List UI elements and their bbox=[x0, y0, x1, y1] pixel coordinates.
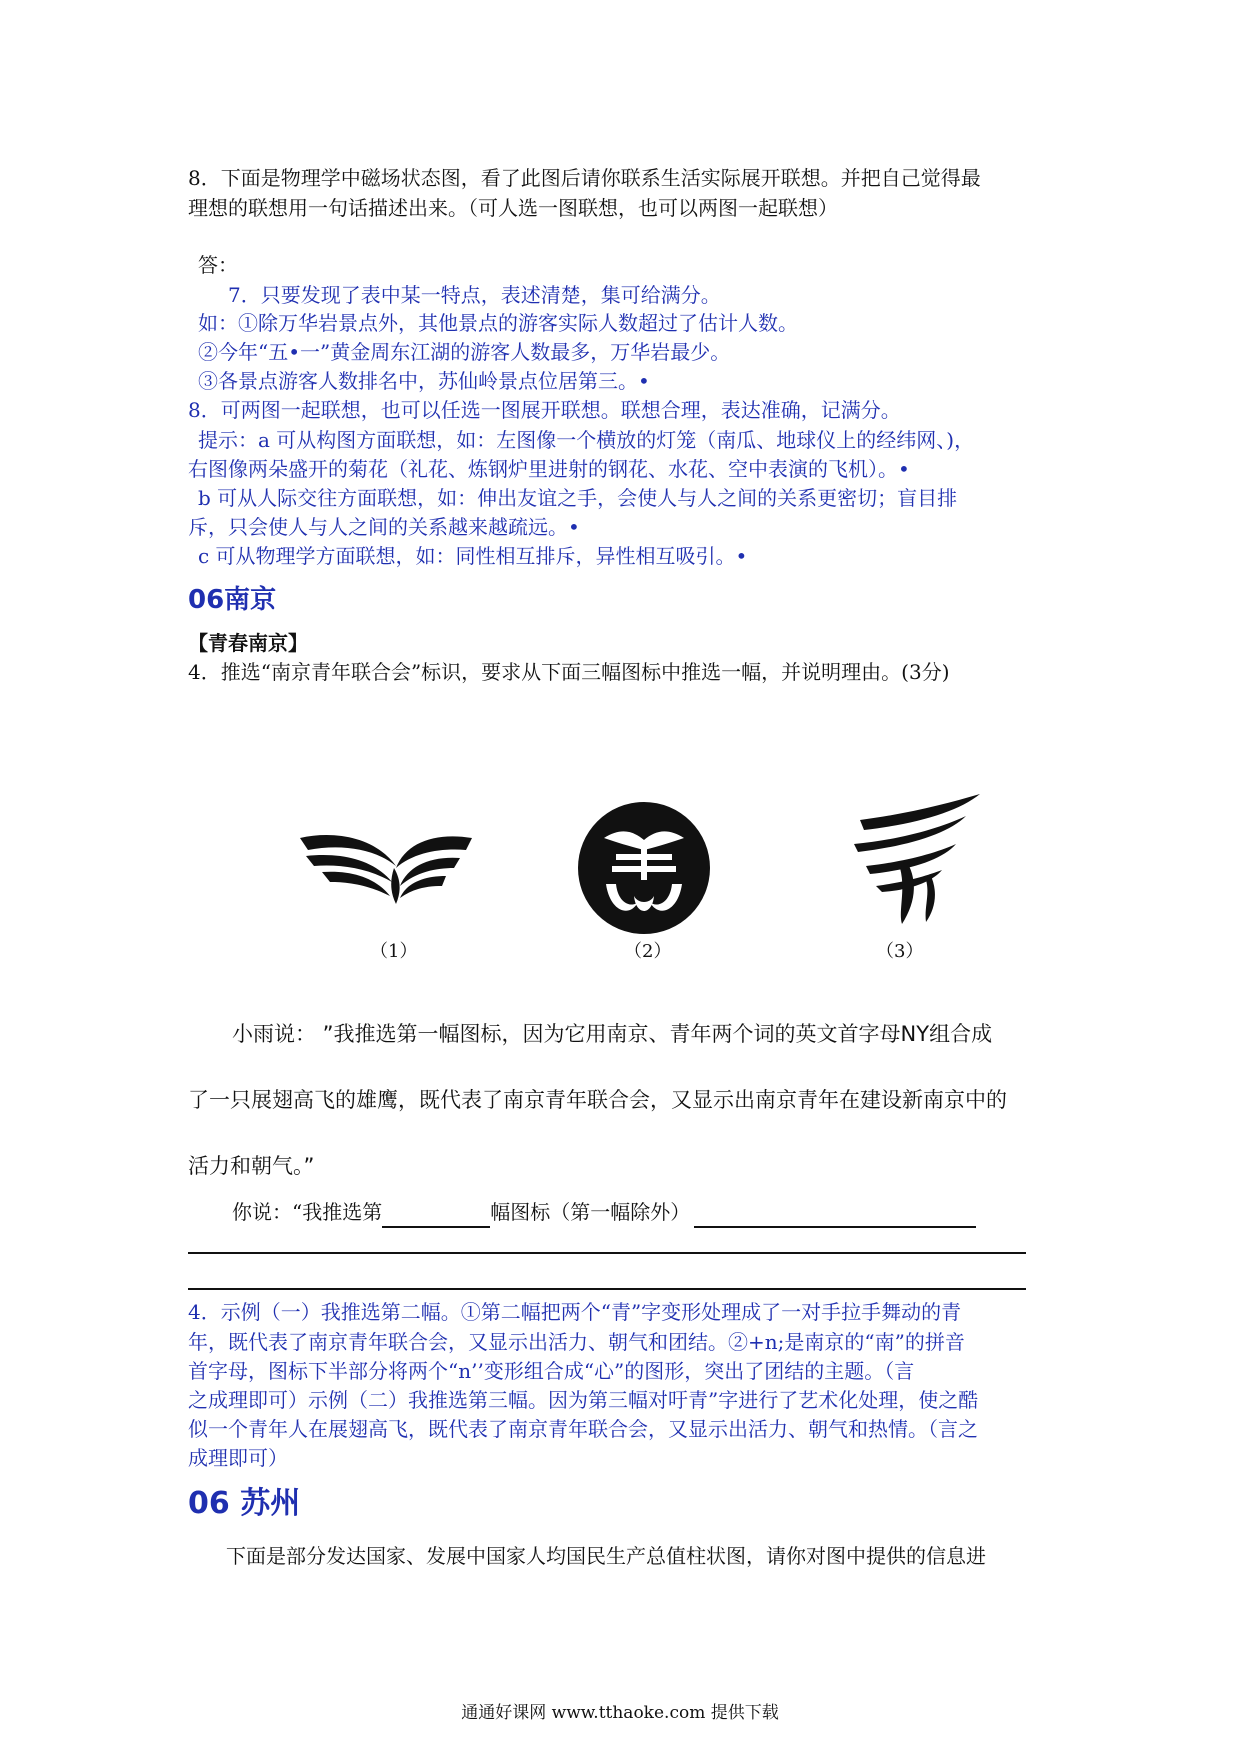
q8-line-2: 理想的联想用一句话描述出来。（可人选一图联想，也可以两图一起联想） bbox=[188, 196, 838, 220]
answer-8-line-4: b 可从人际交往方面联想，如：伸出友谊之手，会使人与人之间的关系更密切；盲目排 bbox=[198, 486, 958, 510]
answer-7-line-3: ②今年“五•一”黄金周东江湖的游客人数最多，万华岩最少。 bbox=[198, 340, 731, 364]
answer-4-line-1: 4．示例（一）我推选第二幅。①第二幅把两个“青”字变形处理成了一对手拉手舞动的青 bbox=[188, 1300, 962, 1324]
page-footer: 通通好课网 www.tthaoke.com 提供下载 bbox=[461, 1703, 779, 1723]
answer-7-line-1: 7．只要发现了表中某一特点，表述清楚，集可给满分。 bbox=[228, 283, 721, 307]
you-say-suffix: 幅图标（第一幅除外） bbox=[490, 1200, 691, 1224]
subheading-qingchun-nanjing: 【青春南京】 bbox=[188, 631, 308, 655]
logo-caption-3: （3） bbox=[876, 941, 924, 962]
you-say-prefix: 你说：“我推选第 bbox=[232, 1200, 383, 1224]
answer-4-line-3: 首字母，图标下半部分将两个“n’’变形组合成“心”的图形，突出了团结的主题。（言 bbox=[188, 1359, 915, 1383]
answer-8-line-6: c 可从物理学方面联想，如：同性相互排斥，异性相互吸引。• bbox=[198, 544, 748, 568]
logo-caption-2: （2） bbox=[624, 941, 672, 962]
eagle-logo-icon bbox=[296, 808, 476, 908]
answer-8-line-3: 右图像两朵盛开的菊花（礼花、炼钢炉里进射的钢花、水花、空中表演的飞机）。• bbox=[188, 457, 910, 481]
you-say-line bbox=[232, 1196, 1112, 1228]
answer-rule-1[interactable] bbox=[188, 1252, 1026, 1254]
circle-emblem-logo-icon bbox=[576, 800, 712, 936]
reason-blank[interactable] bbox=[694, 1204, 976, 1228]
answer-rule-2[interactable] bbox=[188, 1288, 1026, 1290]
q4-prompt: 4．推选“南京青年联合会”标识，要求从下面三幅图标中推选一幅，并说明理由。(3分) bbox=[188, 660, 950, 684]
answer-8-line-5: 斥，只会使人与人之间的关系越来越疏远。• bbox=[188, 515, 580, 539]
answer-4-line-4: 之成理即可）示例（二）我推选第三幅。因为第三幅对吁青”字进行了艺术化处理，使之酷 bbox=[188, 1388, 979, 1412]
xiaoyu-statement-line-2: 了一只展翅高飞的雄鹰，既代表了南京青年联合会，又显示出南京青年在建设新南京中的 bbox=[188, 1088, 1007, 1112]
xiaoyu-statement-line-1: 小雨说： ”我推选第一幅图标，因为它用南京、青年两个词的英文首字母NY组合成 bbox=[232, 1022, 993, 1046]
answer-4-line-5: 似一个青年人在展翅高飞，既代表了南京青年联合会，又显示出活力、朝气和热情。（言之 bbox=[188, 1417, 978, 1441]
answer-4-line-2: 年，既代表了南京青年联合会，又显示出活力、朝气和团结。②+n;是南京的“南”的拼音 bbox=[188, 1330, 965, 1354]
answer-8-line-2: 提示：a 可从构图方面联想，如：左图像一个横放的灯笼（南瓜、地球仪上的经纬网、)， bbox=[198, 428, 975, 452]
q8-answer-label: 答： bbox=[198, 253, 238, 277]
answer-7-line-2: 如：①除万华岩景点外，其他景点的游客实际人数超过了估计人数。 bbox=[198, 311, 798, 335]
brush-character-logo-icon bbox=[846, 790, 986, 930]
q8-line-1: 8．下面是物理学中磁场状态图，看了此图后请你联系生活实际展开联想。并把自己觉得最 bbox=[188, 166, 981, 190]
xiaoyu-statement-line-3: 活力和朝气。” bbox=[188, 1154, 315, 1178]
answer-7-line-4: ③各景点游客人数排名中，苏仙岭景点位居第三。• bbox=[198, 369, 650, 393]
answer-4-line-6: 成理即可） bbox=[188, 1446, 288, 1470]
choice-blank[interactable] bbox=[382, 1204, 490, 1228]
section-heading-suzhou: 06 苏州 bbox=[188, 1486, 301, 1521]
answer-8-line-1: 8．可两图一起联想，也可以任选一图展开联想。联想合理，表达准确，记满分。 bbox=[188, 398, 901, 422]
suzhou-intro: 下面是部分发达国家、发展中国家人均国民生产总值柱状图，请你对图中提供的信息进 bbox=[226, 1544, 986, 1568]
logo-caption-1: （1） bbox=[370, 941, 418, 962]
section-heading-nanjing: 06南京 bbox=[188, 585, 277, 615]
